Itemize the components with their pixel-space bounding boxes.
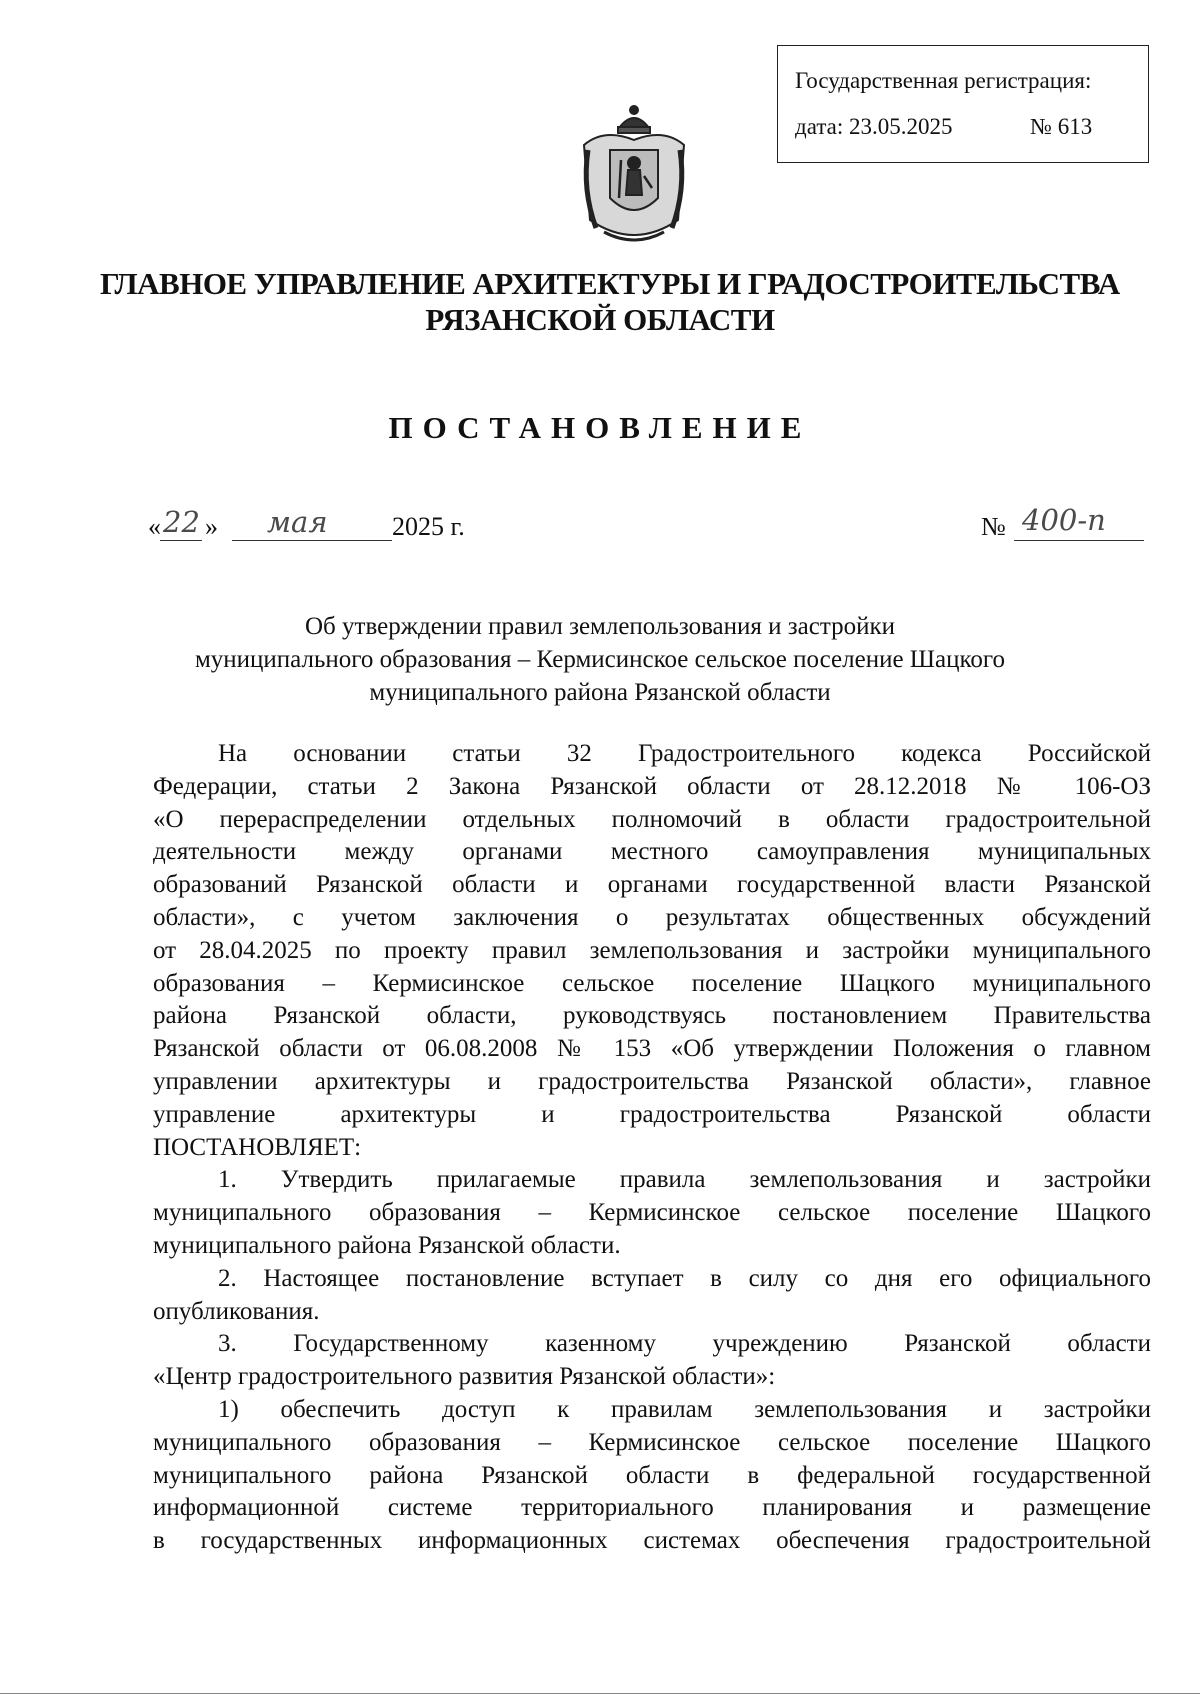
date-day-handwritten: 22 xyxy=(163,505,200,539)
body-subitem-1: 1) обеспечить доступ к правилам землепользования и застройки xyxy=(218,1395,1151,1423)
document-type: ПОСТАНОВЛЕНИЕ xyxy=(388,410,812,445)
subject-line: муниципального района Рязанской области xyxy=(369,679,831,706)
page-bottom-edge xyxy=(0,1693,1200,1694)
body-item-2: 2. Настоящее постановление вступает в силу со дня его официального xyxy=(218,1264,1151,1292)
body-line: от 28.04.2025 по проекту правил землепользования и застройки муниципального xyxy=(153,936,1151,964)
body-line: муниципального образования – Кермисинское сельское поселение Шацкого xyxy=(153,1199,1151,1227)
body-line: опубликования. xyxy=(153,1297,320,1325)
document-body xyxy=(153,738,1151,1558)
date-close-quote: » xyxy=(205,512,218,541)
date-year: 2025 г. xyxy=(392,512,465,541)
organization-name-line1: ГЛАВНОЕ УПРАВЛЕНИЕ АРХИТЕКТУРЫ И ГРАДОСТРОИТЕЛЬСТВА xyxy=(100,266,1120,301)
body-line: На основании статьи 32 Градостроительного кодекса Российской xyxy=(218,740,1151,767)
body-line: образований Рязанской области и органами государственной власти Рязанской xyxy=(153,871,1151,899)
body-line: в государственных информационных системах обеспечения градостроительной xyxy=(153,1527,1151,1555)
body-line: образования – Кермисинское сельское поселение Шацкого муниципального xyxy=(153,969,1151,997)
body-line: Федерации, статьи 2 Закона Рязанской области от 28.12.2018 № 106-ОЗ xyxy=(153,772,1151,800)
body-item-1: 1. Утвердить прилагаемые правила землепользования и застройки xyxy=(218,1166,1151,1194)
date-month-underline xyxy=(232,540,392,541)
date-day-underline xyxy=(160,540,202,541)
body-line: муниципального района Рязанской области. xyxy=(153,1231,621,1259)
ryazan-coat-of-arms-icon xyxy=(574,100,694,250)
registration-title: Государственная регистрация: xyxy=(795,68,1092,93)
organization-name-line2: РЯЗАНСКОЙ ОБЛАСТИ xyxy=(425,302,775,337)
body-line: района Рязанской области, руководствуясь постановлением Правительства xyxy=(153,1002,1151,1030)
number-value-handwritten: 400-п xyxy=(1022,503,1106,537)
date-open-quote: « xyxy=(148,512,161,541)
body-line: области», с учетом заключения о результатах общественных обсуждений xyxy=(153,903,1151,931)
number-sign: № xyxy=(981,512,1006,541)
body-line: муниципального образования – Кермисинское сельское поселение Шацкого xyxy=(153,1428,1151,1456)
body-item-3: 3. Государственному казенному учреждению Рязанской области xyxy=(218,1330,1151,1358)
body-line: информационной системе территориального планирования и размещение xyxy=(153,1494,1151,1522)
body-line: «Центр градостроительного развития Рязанской области»: xyxy=(153,1363,776,1391)
body-line: управление архитектуры и градостроительства Рязанской области xyxy=(153,1100,1151,1128)
date-month-handwritten: мая xyxy=(267,505,328,539)
number-underline xyxy=(1014,540,1144,541)
body-line-resolves: ПОСТАНОВЛЯЕТ: xyxy=(153,1133,362,1161)
body-line: управлении архитектуры и градостроительства Рязанской области», главное xyxy=(153,1067,1151,1095)
registration-stamp xyxy=(777,45,1149,163)
registration-date: дата: 23.05.2025 xyxy=(795,114,953,139)
body-line: муниципального района Рязанской области в федеральной государственной xyxy=(153,1461,1151,1489)
registration-number: № 613 xyxy=(1030,114,1093,139)
document-subject xyxy=(100,610,1100,709)
subject-line: Об утверждении правил землепользования и застройки xyxy=(305,613,895,640)
body-line: «О перераспределении отдельных полномочий в области градостроительной xyxy=(153,805,1151,833)
body-line: Рязанской области от 06.08.2008 № 153 «Об утверждении Положения о главном xyxy=(153,1035,1151,1063)
subject-line: муниципального образования – Кермисинское сельское поселение Шацкого xyxy=(194,646,1006,673)
body-line: деятельности между органами местного самоуправления муниципальных xyxy=(153,838,1151,866)
